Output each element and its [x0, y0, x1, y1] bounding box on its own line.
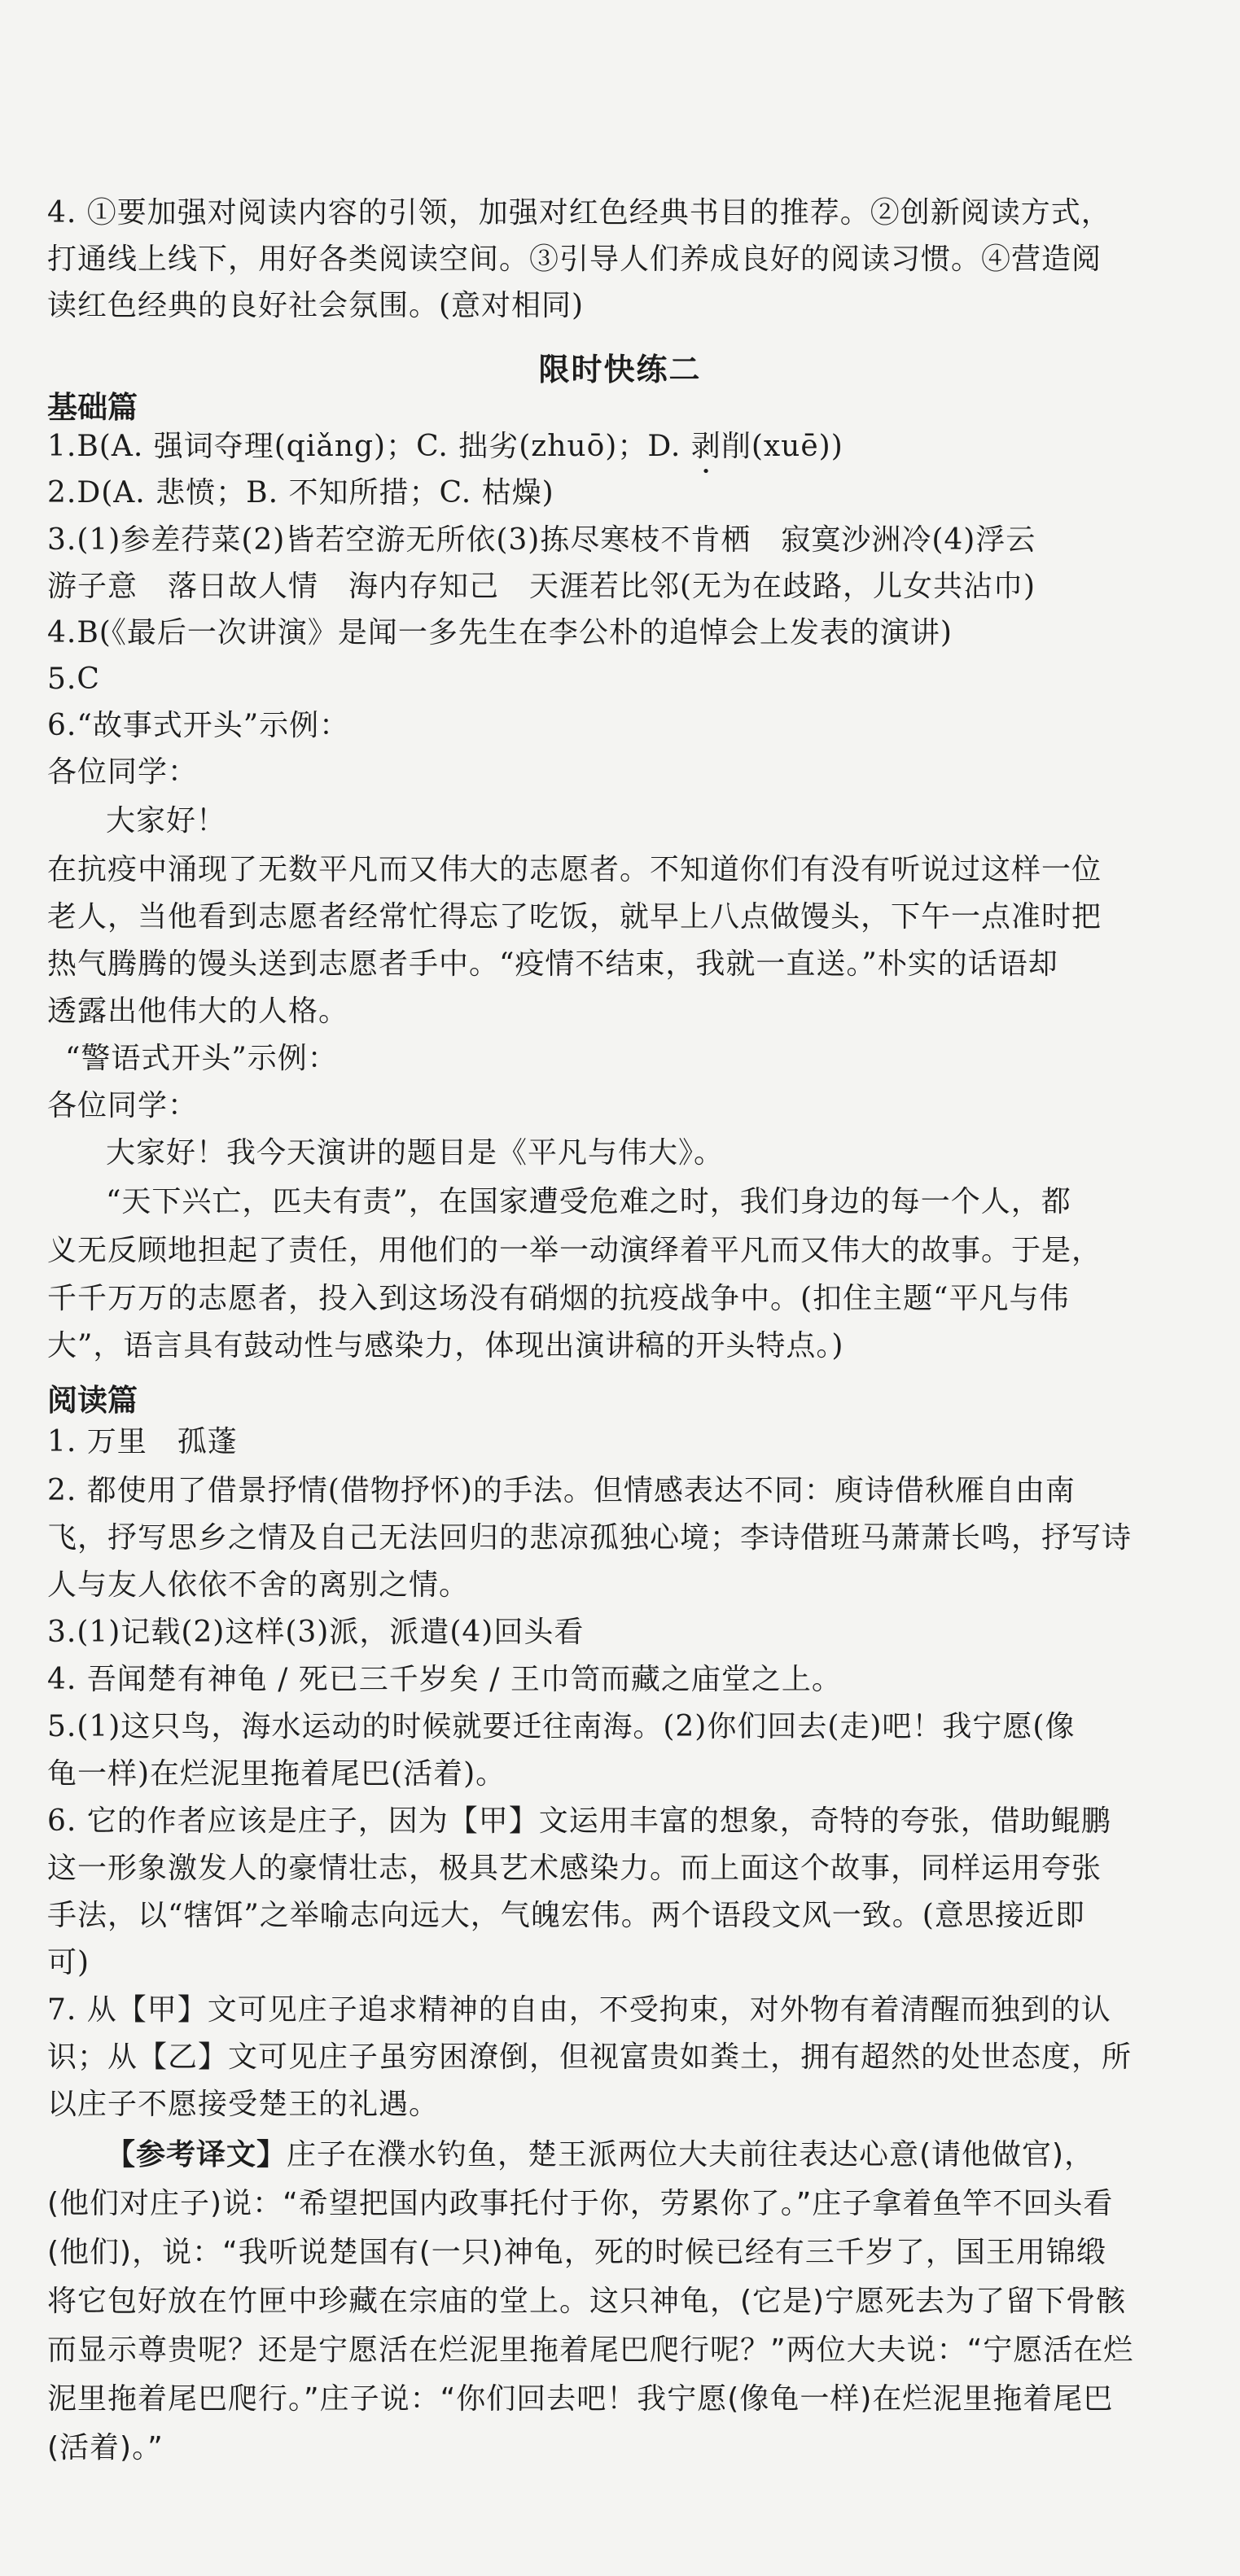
- reading-answer-7: 以庄子不愿接受楚王的礼遇。: [47, 2088, 440, 2121]
- section-title: 限时快练二: [538, 352, 702, 387]
- reading-answer-5: 5.(1)这只鸟，海水运动的时候就要迁往南海。(2)你们回去(走)吧！我宁愿(像: [47, 1710, 1076, 1743]
- speech-line: 大”，语言具有鼓动性与感染力，体现出演讲稿的开头特点。): [47, 1329, 844, 1362]
- hello: 大家好！: [106, 804, 227, 838]
- reading-answer-7: 识；从【乙】文可见庄子虽穷困潦倒，但视富贵如粪土，拥有超然的处世态度，所: [47, 2040, 1133, 2074]
- reading-answer-1: 1. 万里 孤蓬: [47, 1425, 238, 1459]
- translation-label: 【参考译文】: [106, 2138, 287, 2171]
- reading-answer-2: 2. 都使用了借景抒情(借物抒怀)的手法。但情感表达不同：庾诗借秋雁自由南: [47, 1474, 1076, 1507]
- translation-line: 将它包好放在竹匣中珍藏在宗庙的堂上。这只神龟，(它是)宁愿死去为了留下骨骸: [47, 2285, 1127, 2318]
- speech-line: 透露出他伟大的人格。: [47, 995, 349, 1028]
- translation-line: 而显示尊贵呢？还是宁愿活在烂泥里拖着尾巴爬行呢？”两位大夫说：“宁愿活在烂: [47, 2333, 1134, 2367]
- answer-1: [47, 429, 843, 480]
- reading-answer-6: 这一形象激发人的豪情壮志，极具艺术感染力。而上面这个故事，同样运用夸张: [47, 1852, 1102, 1885]
- speech-line: 老人，当他看到志愿者经常忙得忘了吃饭，就早上八点做馒头，下午一点准时把: [47, 900, 1102, 934]
- reading-answer-2: 人与友人依依不舍的离别之情。: [47, 1568, 470, 1602]
- speech-line: 义无反顾地担起了责任，用他们的一举一动演绎着平凡而又伟大的故事。于是，: [47, 1234, 1102, 1267]
- speech-line: “天下兴亡，匹夫有责”，在国家遭受危难之时，我们身边的每一个人，都: [106, 1185, 1071, 1218]
- reading-answer-7: 7. 从【甲】文可见庄子追求精神的自由，不受拘束，对外物有着清醒而独到的认: [47, 1993, 1111, 2027]
- basic-heading: 基础篇: [47, 390, 138, 425]
- answer-6-head2: “警语式开头”示例：: [65, 1042, 338, 1075]
- reading-answer-2: 飞，抒写思乡之情及自己无法回归的悲凉孤独心境；李诗借班马萧萧长鸣，抒写诗: [47, 1521, 1133, 1555]
- translation-line: 泥里拖着尾巴爬行。”庄子说：“你们回去吧！我宁愿(像龟一样)在烂泥里拖着尾巴: [47, 2382, 1114, 2416]
- reading-answer-6: 6. 它的作者应该是庄子，因为【甲】文运用丰富的想象，奇特的夸张，借助鲲鹏: [47, 1804, 1111, 1838]
- greeting: 各位同学：: [47, 1089, 199, 1122]
- reading-answer-4: 4. 吾闻楚有神龟 / 死已三千岁矣 / 王巾笥而藏之庙堂之上。: [47, 1663, 842, 1696]
- reading-answer-6: 手法，以“犗饵”之举喻志向远大，气魄宏伟。两个语段文风一致。(意思接近即: [47, 1899, 1085, 1932]
- text-line: 打通线上线下，用好各类阅读空间。③引导人们养成良好的阅读习惯。④营造阅: [47, 243, 1102, 276]
- speech-line: 在抗疫中涌现了无数平凡而又伟大的志愿者。不知道你们有没有听说过这样一位: [47, 853, 1102, 886]
- translation-text: 庄子在濮水钓鱼，楚王派两位大夫前往表达心意(请他做官)，: [287, 2138, 1095, 2171]
- translation-line: (他们)，说：“我听说楚国有(一只)神龟，死的时候已经有三千岁了，国王用锦缎: [47, 2236, 1106, 2269]
- answer-5: 5.C: [47, 663, 100, 696]
- answer-1-dotted-char: 剥: [690, 430, 721, 463]
- reading-answer-3: 3.(1)记载(2)这样(3)派，派遣(4)回头看: [47, 1616, 585, 1649]
- text-line: 4. ①要加强对阅读内容的引领，加强对红色经典书目的推荐。②创新阅读方式，: [47, 196, 1111, 230]
- answer-1-part: 削(xuē)): [721, 430, 843, 463]
- answer-4: 4.B(《最后一次讲演》是闻一多先生在李公朴的追悼会上发表的演讲): [47, 616, 953, 649]
- speech-line: 热气腾腾的馒头送到志愿者手中。“疫情不结束，我就一直送。”朴实的话语却: [47, 947, 1058, 981]
- answer-6-head: 6.“故事式开头”示例：: [47, 709, 350, 742]
- greeting: 各位同学：: [47, 755, 199, 789]
- translation-first-line: [106, 2137, 1094, 2173]
- reading-answer-5: 龟一样)在烂泥里拖着尾巴(活着)。: [47, 1757, 506, 1791]
- answer-3-line: 3.(1)参差荇菜(2)皆若空游无所依(3)拣尽寒枝不肯栖 寂寞沙洲冷(4)浮云: [47, 523, 1036, 557]
- reading-heading: 阅读篇: [47, 1383, 138, 1418]
- speech-line: 千千万万的志愿者，投入到这场没有硝烟的抗疫战争中。(扣住主题“平凡与伟: [47, 1282, 1070, 1315]
- reading-answer-6: 可): [47, 1946, 90, 1979]
- answer-1-part: 1.B(A. 强词夺理(qiǎng)；C. 拙劣(zhuō)；D.: [47, 430, 691, 463]
- translation-line: (他们对庄子)说：“希望把国内政事托付于你，劳累你了。”庄子拿着鱼竿不回头看: [47, 2187, 1114, 2220]
- answer-3-line: 游子意 落日故人情 海内存知己 天涯若比邻(无为在歧路，儿女共沾巾): [47, 570, 1036, 603]
- hello: 大家好！我今天演讲的题目是《平凡与伟大》。: [106, 1136, 725, 1170]
- text-line: 读红色经典的良好社会氛围。(意对相同): [47, 289, 585, 322]
- translation-line: (活着)。”: [47, 2431, 164, 2464]
- answer-2: 2.D(A. 悲愤；B. 不知所措；C. 枯燥): [47, 476, 554, 510]
